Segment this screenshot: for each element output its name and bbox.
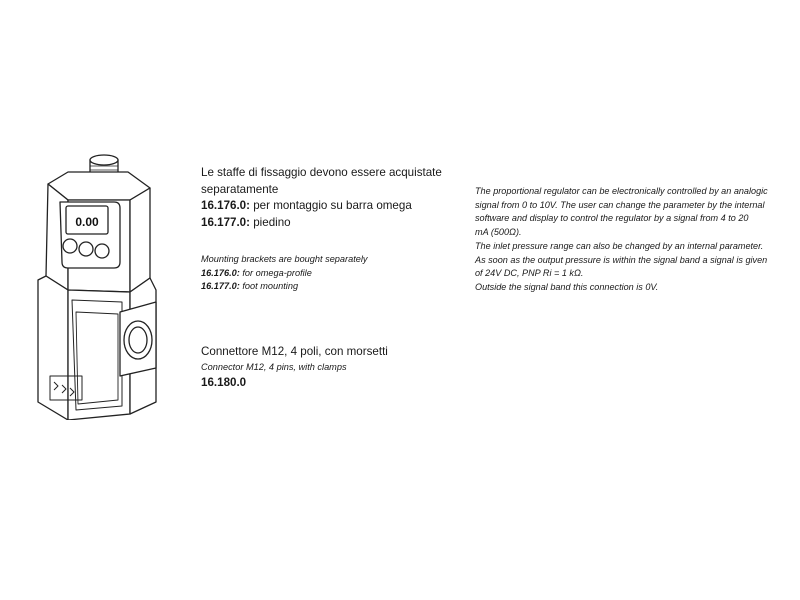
- bracket-code: 16.176.0:: [201, 199, 250, 212]
- display-readout: 0.00: [75, 215, 99, 229]
- display-button-3: [95, 244, 109, 258]
- connector-code: 16.180.0: [201, 376, 247, 389]
- regulator-description: [475, 185, 795, 295]
- connector-title-it: Connettore M12, 4 poli, con morsetti: [201, 345, 388, 358]
- connector-title-en: Connector M12, 4 pins, with clamps: [201, 362, 347, 372]
- regulator-line: software and display to control the regulator by a signal from 4 to 20: [475, 213, 749, 224]
- display-button-2: [79, 242, 93, 256]
- brackets-title-line-1: Le staffe di fissaggio devono essere acquistate: [201, 166, 442, 179]
- regulator-line: Outside the signal band this connection is 0V.: [475, 281, 659, 292]
- brackets-title-en: Mounting brackets are bought separately: [201, 254, 368, 264]
- bracket-code: 16.177.0:: [201, 281, 240, 291]
- bracket-item-foot: [201, 215, 461, 232]
- regulator-line: The inlet pressure range can also be changed by an internal parameter.: [475, 240, 764, 251]
- bracket-desc: foot mounting: [239, 281, 299, 291]
- brackets-info-it: [201, 165, 461, 231]
- regulator-line: As soon as the output pressure is within the signal band a signal is given: [475, 254, 768, 265]
- regulator-line: signal from 0 to 10V. The user can change the parameter by the internal: [475, 199, 765, 210]
- bracket-item-omega: [201, 198, 461, 215]
- display-button-1: [63, 239, 77, 253]
- brackets-title-line-2: separatamente: [201, 182, 279, 196]
- regulator-illustration: [28, 150, 168, 420]
- bracket-item-foot-en: [201, 280, 461, 294]
- bracket-code: 16.177.0:: [201, 215, 250, 229]
- regulator-line: mA (500Ω).: [475, 227, 522, 238]
- bracket-code: 16.176.0:: [201, 267, 240, 278]
- regulator-line: The proportional regulator can be electronically controlled by an analogic: [475, 186, 768, 196]
- regulator-line: of 24V DC, PNP Ri = 1 kΩ.: [475, 268, 584, 279]
- bracket-item-omega-en: [201, 267, 461, 281]
- bracket-desc: piedino: [250, 215, 291, 229]
- brackets-info-en: [201, 253, 461, 294]
- connector-info: [201, 344, 461, 391]
- bracket-desc: for omega-profile: [239, 267, 312, 278]
- bracket-desc: per montaggio su barra omega: [250, 199, 412, 212]
